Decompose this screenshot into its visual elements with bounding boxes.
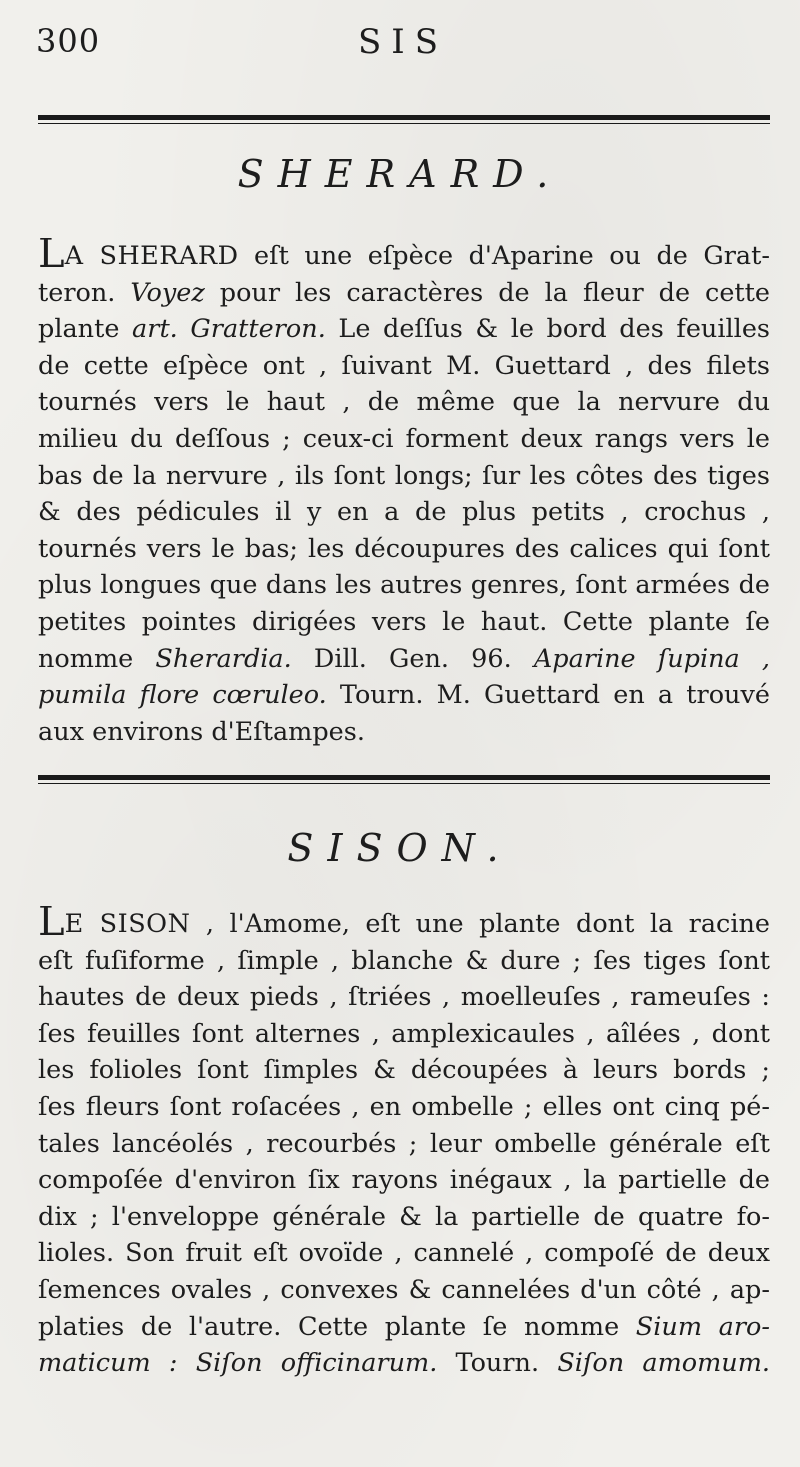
text-line: de cette eſpèce ont , ſuivant M. Guettard , des filets: [38, 350, 770, 381]
page-number: 300: [36, 22, 101, 60]
text-line: les folioles ſont ſimples & découpées à leurs bords ;: [38, 1055, 770, 1086]
text-line: lioles. Son fruit eſt ovoïde , cannelé , compoſé de deux: [38, 1238, 770, 1269]
drop-capital: L: [38, 906, 65, 943]
text-line: platies de l'autre. Cette plante ſe nomme Sium aro-: [38, 1311, 770, 1342]
article-text-sherard: [38, 238, 770, 750]
text-line: plante art. Gratteron. Le deſſus & le bord des feuilles: [38, 314, 770, 345]
text-line: nomme Sherardia. Dill. Gen. 96. Aparine ſupina ,: [38, 643, 770, 674]
text-line: ſes fleurs ſont roſacées , en ombelle ; elles ont cinq pé-: [38, 1091, 770, 1122]
text-line: teron. Voyez pour les caractères de la fleur de cette: [38, 277, 770, 308]
text-line: compoſée d'environ ſix rayons inégaux , la partielle de: [38, 1165, 770, 1196]
text-line: ſes feuilles ſont alternes , amplexicaules , aîlées , dont: [38, 1018, 770, 1049]
text-line: hautes de deux pieds , ſtriées , moelleuſes , rameuſes :: [38, 982, 770, 1013]
drop-capital: L: [38, 238, 65, 275]
text-line: eſt fuſiforme , ſimple , blanche & dure ; ſes tiges ſont: [38, 945, 770, 976]
article-heading-sherard: SHERARD.: [237, 152, 563, 196]
text-line: ſemences ovales , convexes & cannelées d'un côté , ap-: [38, 1274, 770, 1305]
text-line: tournés vers le haut , de même que la nervure du: [38, 387, 770, 418]
running-head: [36, 22, 770, 72]
text-line: aux environs d'Eſtampes.: [38, 716, 365, 747]
text-line: bas de la nervure , ils ſont longs; ſur les côtes des tiges: [38, 460, 770, 491]
text-line: & des pédicules il y en a de plus petits , crochus ,: [38, 497, 770, 528]
text-line: plus longues que dans les autres genres, ſont armées de: [38, 570, 770, 601]
text-line: maticum : Siſon officinarum. Tourn. Siſon amomum.: [38, 1348, 770, 1379]
article-text-sison: [38, 906, 770, 1382]
text-line: petites pointes dirigées vers le haut. Cette plante ſe: [38, 606, 770, 637]
article-heading-sison: SISON.: [287, 826, 513, 870]
text-line: tournés vers le bas; les découpures des calices qui ſont: [38, 533, 770, 564]
text-line: LE SISON , l'Amome, eſt une plante dont la racine: [38, 906, 770, 943]
text-line: milieu du deſſous ; ceux-ci forment deux rangs vers le: [38, 423, 770, 454]
text-line: tales lancéolés , recourbés ; leur ombelle générale eſt: [38, 1128, 770, 1159]
text-line: dix ; l'enveloppe générale & la partielle de quatre fo-: [38, 1201, 770, 1232]
running-title: SIS: [357, 22, 448, 62]
text-line: pumila flore cœruleo. Tourn. M. Guettard en a trouvé: [38, 680, 770, 711]
text-line: LA SHERARD eſt une eſpèce d'Aparine ou de Grat-: [38, 238, 770, 275]
